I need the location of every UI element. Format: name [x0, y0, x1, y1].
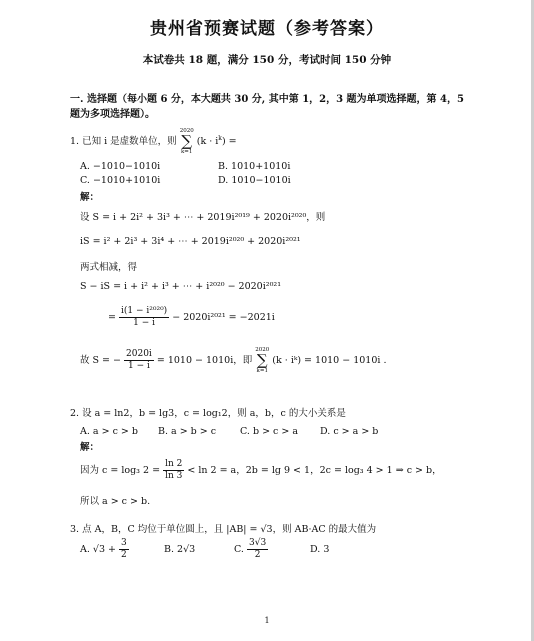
q2-option-a: A. a > c > b — [80, 426, 138, 437]
q1-step-6-fraction — [124, 349, 154, 372]
q1-option-b: B. 1010+1010i — [218, 161, 291, 172]
q1-solution-label: 解： — [80, 192, 100, 203]
fraction-denominator: 1 − i — [127, 361, 150, 371]
q3-stem: 3. 点 A，B，C 均位于单位圆上，且 |AB| = √3，则 AB·AC 的最大值为 — [70, 524, 377, 535]
sum-upper-limit: 2020 — [179, 128, 194, 134]
sum-symbol: 2020 ∑ k=1 — [255, 347, 270, 374]
q2-step-1-tail: < ln 2 = a，2b = lg 9 < 1，2c = log₃ 4 > 1 ⇒ c > b， — [187, 465, 442, 476]
q3-option-a-fraction — [119, 538, 129, 561]
q1-step-1-prefix: 设 — [80, 212, 90, 223]
q1-stem-prefix: 1. 已知 i 是虚数单位，则 — [70, 136, 177, 147]
q3-option-c — [234, 538, 268, 561]
q1-step-6-tail: (k · iᵏ) = 1010 − 1010i . — [272, 355, 387, 366]
sum-lower-limit: k=1 — [180, 149, 193, 155]
section-heading — [70, 92, 480, 122]
q2-option-b: B. a > b > c — [158, 426, 217, 437]
q1-sum-tail: ) = — [221, 136, 237, 147]
fraction-numerator: 3√3 — [248, 538, 267, 548]
fraction-denominator: 1 − i — [133, 318, 156, 328]
q1-step-2: iS = i² + 2i³ + 3i⁴ + ⋯ + 2019i²⁰²⁰ + 2020i²⁰²¹ — [80, 236, 301, 247]
sum-upper-limit: 2020 — [255, 347, 270, 353]
q1-step-6 — [80, 347, 386, 374]
q1-step-4: S − iS = i + i² + i³ + ⋯ + i²⁰²⁰ − 2020i²⁰²¹ — [80, 281, 282, 292]
q1-option-d: D. 1010−1010i — [218, 175, 291, 186]
page-number: 1 — [264, 616, 270, 625]
q2-step-1-prefix: 因为 c = log₃ 2 = — [80, 465, 161, 476]
q1-step-3: 两式相减，得 — [80, 262, 138, 273]
page-subtitle: 本试卷共 18 题，满分 150 分，考试时间 150 分钟 — [142, 54, 392, 66]
q1-option-a: A. −1010−1010i — [80, 161, 161, 172]
q2-option-d: D. c > a > b — [320, 426, 379, 437]
q2-step-1-fraction — [163, 459, 184, 482]
section-heading-line1: 一. 选择题（每小题 6 分，本大题共 30 分, 其中第 1，2，3 题为单项选择题，第 4，5 — [70, 94, 464, 105]
fraction-denominator: 2 — [121, 550, 127, 560]
q3-option-b: B. 2√3 — [164, 544, 196, 555]
q1-sum-body: (k · i — [196, 136, 219, 147]
fraction-numerator: i(1 − i²⁰²⁰) — [120, 306, 168, 316]
q3-option-c-prefix: C. — [234, 544, 244, 555]
q2-stem: 2. 设 a = ln2，b = lg3，c = log₁2，则 a，b，c 的大小关系是 — [70, 408, 346, 419]
q1-step-5-tail: − 2020i²⁰²¹ = −2021i — [172, 312, 275, 323]
fraction-numerator: ln 2 — [165, 459, 183, 469]
sum-symbol: 2020 ∑ k=1 — [179, 128, 194, 155]
q3-option-c-fraction — [247, 538, 268, 561]
q1-step-1 — [80, 209, 325, 223]
fraction-denominator: 2 — [254, 550, 261, 560]
page-title: 贵州省预赛试题（参考答案） — [150, 19, 384, 39]
q2-solution-label: 解： — [80, 442, 100, 453]
q2-step-1 — [80, 459, 442, 482]
q1-option-c: C. −1010+1010i — [80, 175, 161, 186]
sum-lower-limit: k=1 — [256, 368, 268, 374]
fraction-denominator: ln 3 — [165, 471, 183, 481]
q1-sum-exp: k — [218, 134, 222, 142]
fraction-numerator: 2020i — [126, 349, 152, 359]
q3-option-a-prefix: A. √3 + — [80, 544, 116, 555]
q1-step-1-eq: S = i + 2i² + 3i³ + ⋯ + 2019i²⁰¹⁹ + 2020i²⁰²⁰ — [92, 212, 307, 223]
q2-option-c: C. b > c > a — [240, 426, 299, 437]
q1-step-5: = $\frac{\text{i(1 − i²⁰²⁰)}}{1 - i}$ − 2020i²⁰²¹ = −2021i — [108, 306, 275, 328]
q1-step-1-suffix: ，则 — [306, 212, 326, 223]
fraction-numerator: 3 — [121, 538, 127, 548]
q1-stem — [70, 128, 237, 155]
q3-option-a — [80, 538, 129, 561]
q1-step-6-mid: = 1010 − 1010i，即 — [156, 355, 253, 366]
section-heading-line2: 题为多项选择题）。 — [70, 109, 155, 120]
q2-step-2: 所以 a > c > b. — [80, 496, 151, 507]
q1-step-5-fraction — [119, 306, 169, 329]
q1-step-6-prefix: 故 S = − — [80, 355, 121, 366]
q3-option-d: D. 3 — [310, 544, 330, 555]
